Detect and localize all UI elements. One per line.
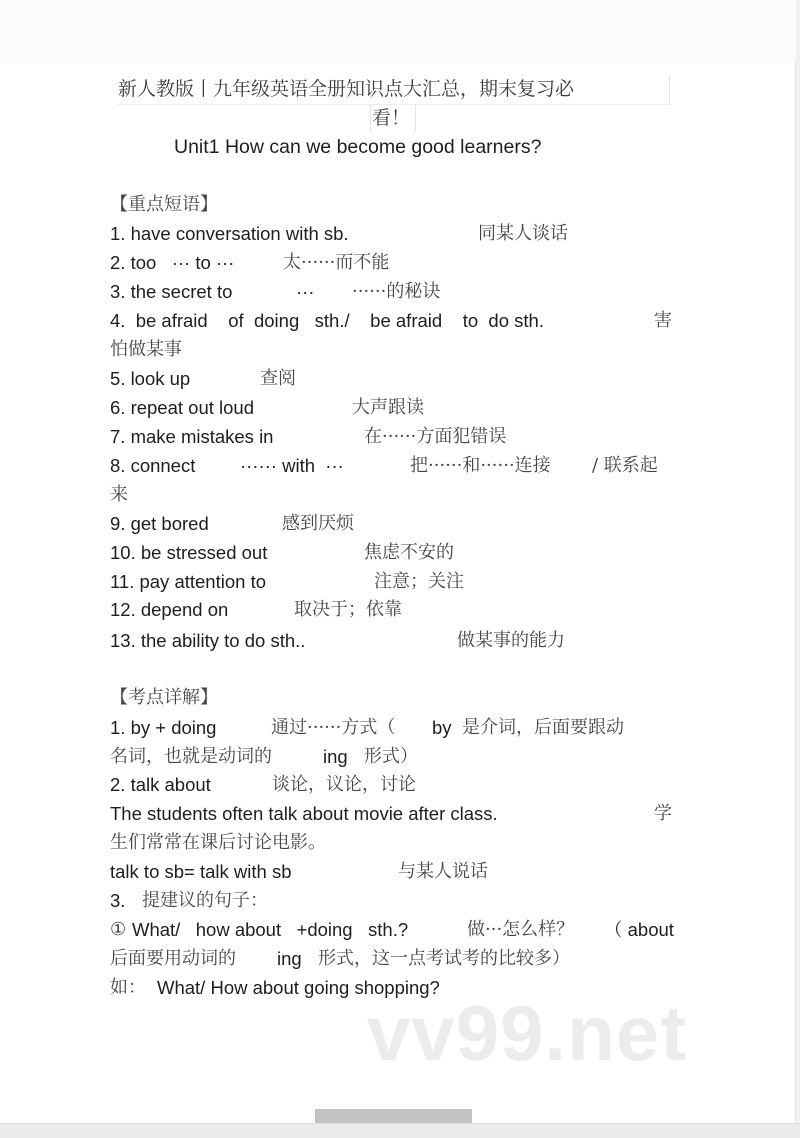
phrase-10-cn: 焦虑不安的 (364, 542, 454, 563)
phrase-12-en: 12. depend on (110, 599, 229, 620)
point-3-example-label: 如： (110, 977, 146, 998)
point-1-cont-cn2: 形式） (364, 746, 418, 767)
point-2-alt-en: talk to sb= talk with sb (110, 861, 292, 882)
phrase-10-en: 10. be stressed out (110, 542, 268, 563)
phrase-11-en: 11. pay attention to (110, 571, 266, 592)
document-title: 新人教版丨九年级英语全册知识点大汇总，期末复习必 (118, 78, 575, 100)
phrase-12-cn: 取决于；依靠 (294, 599, 402, 620)
point-1-cont-en: ing (323, 746, 348, 767)
phrase-2-cn: 太······而不能 (283, 252, 390, 273)
point-1-by: by (432, 717, 452, 738)
phrase-7-cn: 在······方面犯错误 (364, 426, 507, 447)
phrase-4-en: 4. be afraid of doing sth./ be afraid to do sth. (110, 310, 544, 331)
phrase-4-cn-continued: 怕做某事 (110, 339, 182, 360)
page-right-edge (796, 0, 800, 1137)
point-2-example-cn-continued: 生们常常在课后讨论电影。 (110, 832, 326, 853)
point-3-cont-cn: 后面要用动词的 (110, 948, 236, 969)
point-3-item-paren: （ about (604, 919, 674, 940)
phrase-11-cn: 注意；关注 (374, 571, 464, 592)
point-3-cont-en: ing (277, 948, 302, 969)
point-3-cont-cn2: 形式，这一点考试考的比较多） (318, 948, 570, 969)
point-3-example-en: What/ How about going shopping? (157, 977, 440, 998)
point-2-example-cn: 学 (654, 803, 672, 824)
phrase-6-en: 6. repeat out loud (110, 397, 254, 418)
point-3-number: 3. (110, 890, 126, 911)
phrase-4-cn: 害 (654, 310, 672, 331)
point-3-cn: 提建议的句子： (142, 890, 268, 911)
phrase-13-cn: 做某事的能力 (457, 630, 565, 651)
unit-heading: Unit1 How can we become good learners? (174, 136, 542, 158)
point-1-cn: 通过······方式（ (271, 717, 396, 738)
phrase-9-en: 9. get bored (110, 513, 209, 534)
phrase-8-cn-continued: 来 (110, 484, 128, 505)
phrase-8-en: 8. connect (110, 455, 196, 476)
phrase-1-en: 1. have conversation with sb. (110, 223, 349, 244)
point-1-cont-cn: 名词，也就是动词的 (110, 746, 272, 767)
point-3-item-cn: 做···怎么样？ (467, 919, 575, 940)
horizontal-scrollbar-track[interactable] (0, 1123, 800, 1138)
phrase-8-mid: ······ with ··· (240, 455, 344, 476)
phrase-7-en: 7. make mistakes in (110, 426, 274, 447)
section-heading-key-phrases: 【重点短语】 (110, 194, 218, 215)
point-2-en: 2. talk about (110, 774, 211, 795)
phrase-8-cn: 把······和······连接 (410, 455, 551, 476)
phrase-6-cn: 大声跟读 (352, 397, 424, 418)
phrase-13-en: 13. the ability to do sth.. (110, 630, 306, 651)
point-2-example-en: The students often talk about movie after class. (110, 803, 498, 824)
point-1-en: 1. by + doing (110, 717, 217, 738)
phrase-3-cn: ······的秘诀 (352, 281, 441, 302)
point-1-cn-note: 是介词，后面要跟动 (462, 717, 624, 738)
point-2-cn: 谈论，议论，讨论 (272, 774, 416, 795)
phrase-8-cn-alt: / 联系起 (592, 455, 658, 476)
horizontal-scrollbar-thumb[interactable] (315, 1109, 472, 1123)
phrase-1-cn: 同某人谈话 (478, 223, 568, 244)
point-3-item-marker: ① (110, 919, 127, 940)
phrase-3-en: 3. the secret to (110, 281, 233, 302)
point-2-alt-cn: 与某人说话 (398, 861, 488, 882)
phrase-2-en: 2. too ··· to ··· (110, 252, 235, 273)
phrase-9-cn: 感到厌烦 (282, 513, 354, 534)
document-title-continued: 看！ (372, 107, 411, 129)
point-3-item-en: What/ how about +doing sth.? (132, 919, 409, 940)
section-heading-key-points: 【考点详解】 (110, 687, 218, 708)
phrase-3-mid: ··· (296, 281, 315, 302)
phrase-5-en: 5. look up (110, 368, 191, 389)
phrase-5-cn: 查阅 (260, 368, 296, 389)
watermark: vv99.net (367, 989, 688, 1077)
top-band (0, 0, 800, 62)
